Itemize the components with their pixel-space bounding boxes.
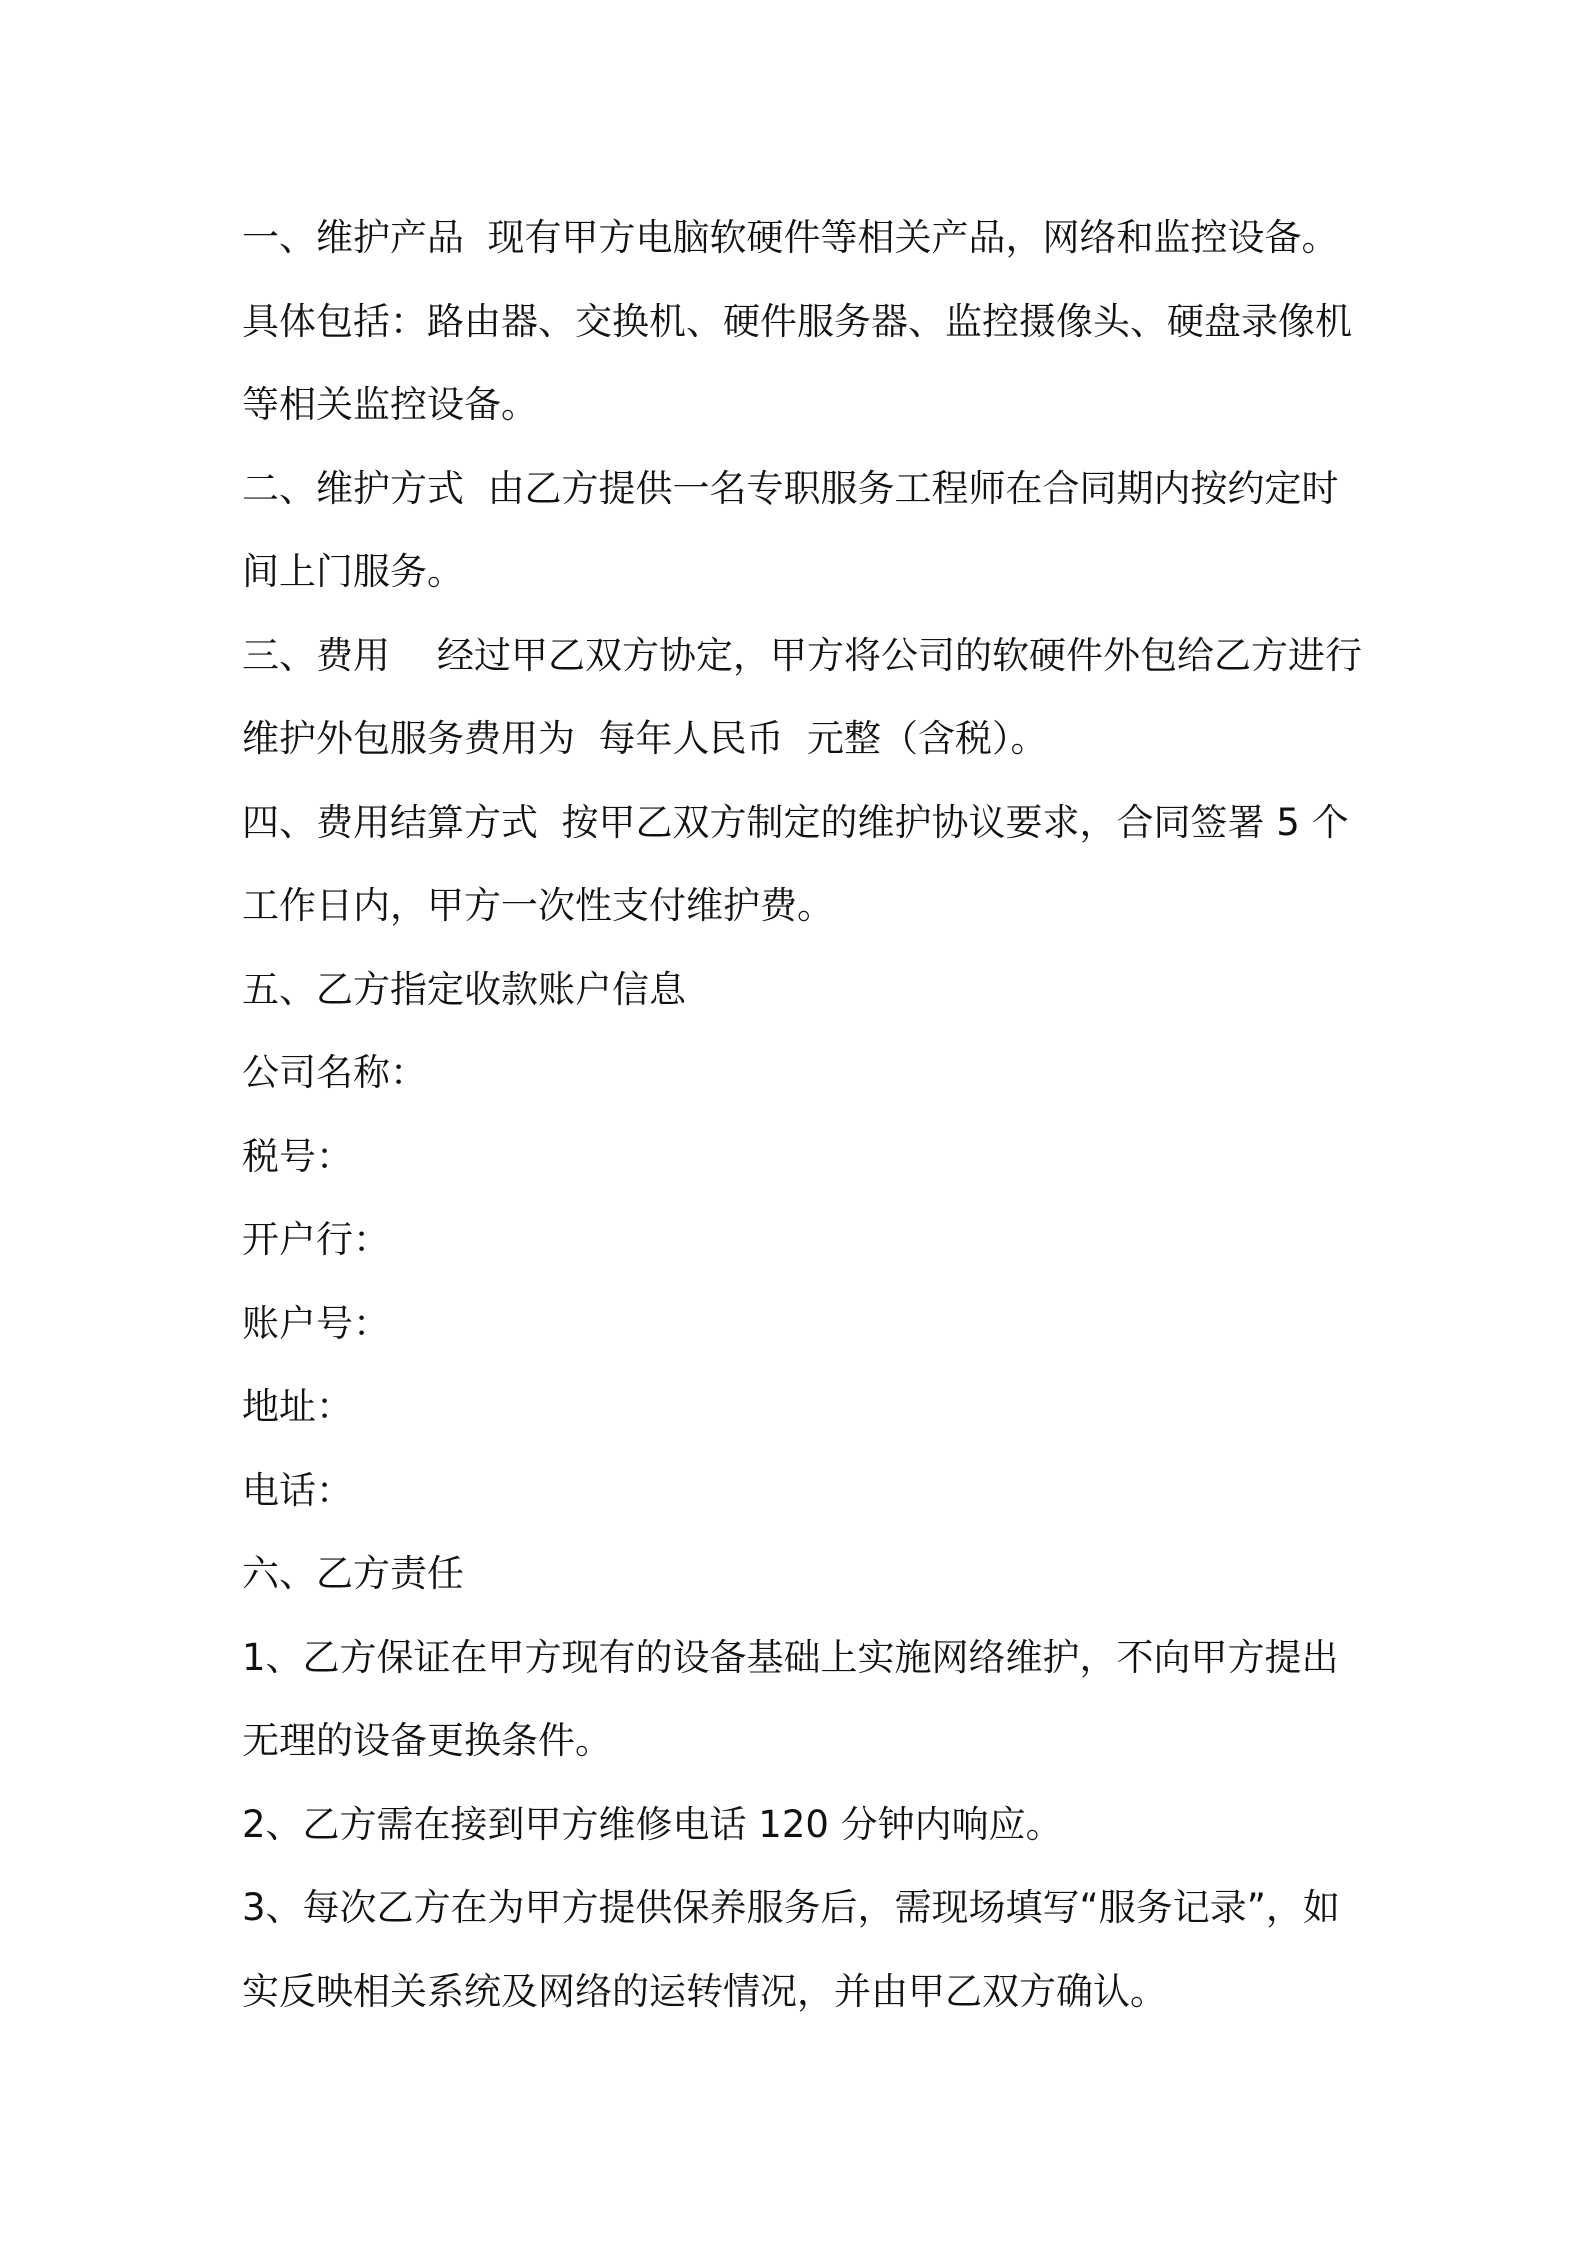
section-1-maintenance-products-line-1: 一、维护产品 现有甲方电脑软硬件等相关产品，网络和监控设备。 (242, 216, 1339, 259)
responsibility-item-2: 2、乙方需在接到甲方维修电话 120 分钟内响应。 (242, 1802, 1063, 1846)
account-number-field: 账户号： (242, 1301, 390, 1345)
address-field: 地址： (242, 1385, 353, 1428)
responsibility-item-3-line-1: 3、每次乙方在为甲方提供保养服务后，需现场填写“服务记录”，如 (242, 1886, 1340, 1929)
company-name-field: 公司名称： (242, 1051, 427, 1094)
phone-field: 电话： (242, 1468, 353, 1512)
responsibility-item-1-line-2: 无理的设备更换条件。 (242, 1719, 612, 1762)
section-1-maintenance-products-line-3: 等相关监控设备。 (242, 383, 538, 426)
responsibility-item-3-line-2: 实反映相关系统及网络的运转情况，并由甲乙双方确认。 (242, 1969, 1167, 2013)
document-body (242, 196, 1362, 2033)
section-4-payment-method-line-2: 工作日内，甲方一次性支付维护费。 (242, 884, 834, 927)
bank-field: 开户行： (242, 1218, 390, 1261)
section-2-maintenance-method-line-1: 二、维护方式 由乙方提供一名专职服务工程师在合同期内按约定时 (242, 466, 1339, 510)
section-3-fees-line-2: 维护外包服务费用为 每年人民币 元整（含税）。 (242, 717, 1048, 760)
tax-number-field: 税号： (242, 1134, 353, 1178)
section-1-maintenance-products-line-2: 具体包括：路由器、交换机、硬件服务器、监控摄像头、硬盘录像机 (242, 299, 1352, 343)
section-5-account-info-heading: 五、乙方指定收款账户信息 (242, 967, 686, 1011)
section-2-maintenance-method-line-2: 间上门服务。 (242, 550, 464, 593)
section-6-party-b-responsibility-heading: 六、乙方责任 (242, 1552, 464, 1595)
section-3-fees-line-1: 三、费用 经过甲乙双方协定，甲方将公司的软硬件外包给乙方进行 (242, 633, 1363, 677)
section-4-payment-method-line-1: 四、费用结算方式 按甲乙双方制定的维护协议要求，合同签署 5 个 (242, 800, 1349, 844)
responsibility-item-1-line-1: 1、乙方保证在甲方现有的设备基础上实施网络维护，不向甲方提出 (242, 1635, 1339, 1679)
